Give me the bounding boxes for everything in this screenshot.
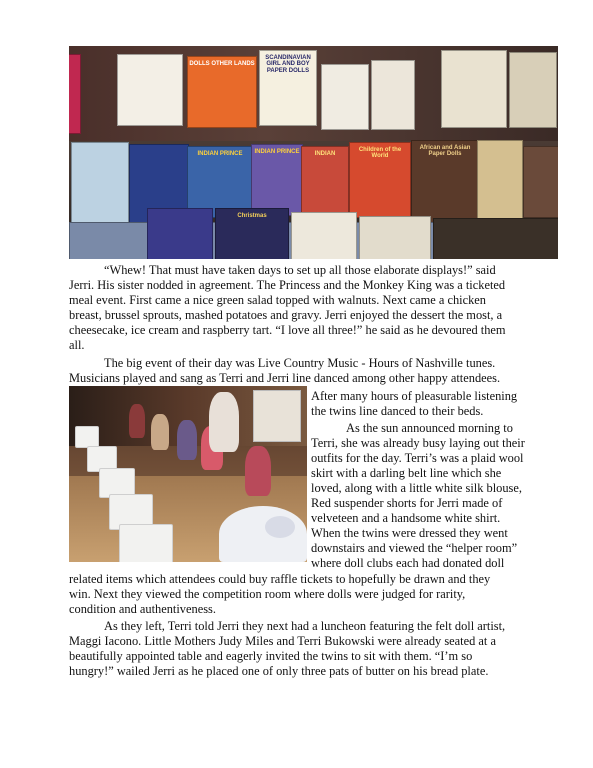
book-title: INDIAN [314,151,336,157]
book-title: Christmas [237,213,267,219]
paragraph: condition and authentiveness. [69,602,216,616]
paragraph: loved, along with a little white silk blouse, [311,481,522,495]
paragraph: “Whew! That must have taken days to set up all those elaborate displays!” said [104,263,496,277]
paragraph: meal event. First came a nice green salad topped with walnuts. Next came a chicken [69,293,486,307]
paragraph: skirt with a darling belt line which she [311,466,502,480]
paragraph: Musicians played and sang as Terri and Jerri line danced among other happy attendees. [69,371,501,385]
paragraph: beautifully appointed table and eagerly invited the twins to sit with them. “I’m so [69,649,473,663]
paragraph: breast, brussel sprouts, mashed potatoes and gravy. Jerri enjoyed the dessert the most, a [69,308,503,322]
book-title: DOLLS OTHER LANDS [189,61,255,67]
paragraph: Jerri. His sister nodded in agreement. The Princess and the Monkey King was a ticketed [69,278,506,292]
paragraph: all. [69,338,85,352]
paragraph: Terri, she was already busy laying out their [311,436,525,450]
paragraph: downstairs and viewed the “helper room” [311,541,518,555]
paragraph: win. Next they viewed the competition room where dolls were judged for rarity, [69,587,466,601]
paragraph: The big event of their day was Live Country Music - Hours of Nashville tunes. [104,356,496,370]
paragraph: related items which attendees could buy raffle tickets to hopefully be drawn and they [69,572,491,586]
book-title: INDIAN PRINCE [197,151,243,157]
paper-doll-books-photo [69,46,558,259]
paragraph: outfits for the day. Terri’s was a plaid wool [311,451,524,465]
paragraph: velveteen and a handsome white shirt. [311,511,501,525]
doll-display-photo [69,386,307,562]
book-title: Children of the World [358,147,402,160]
book-title: SCANDINAVIAN GIRL AND BOY PAPER DOLLS [265,55,311,74]
paragraph: As the sun announced morning to [346,421,513,435]
book-title: INDIAN PRINCE [254,149,300,155]
book-title: African and Asian Paper Dolls [419,145,471,158]
paragraph: the twins line danced to their beds. [311,404,484,418]
paragraph: As they left, Terri told Jerri they next had a luncheon featuring the felt doll artist, [104,619,506,633]
paragraph: hungry!” wailed Jerri as he placed one of only three pats of butter on his bread plate. [69,664,489,678]
paragraph: When the twins were dressed they went [311,526,508,540]
paragraph: Red suspender shorts for Jerri made of [311,496,503,510]
paragraph: After many hours of pleasurable listening [311,389,518,403]
paragraph: cheesecake, ice cream and raspberry tart. “I love all three!” he said as he devoured them [69,323,506,337]
paragraph: Maggi Iacono. Little Mothers Judy Miles and Terri Bukowski were already seated at a [69,634,496,648]
paragraph: where doll clubs each had donated doll [311,556,505,570]
